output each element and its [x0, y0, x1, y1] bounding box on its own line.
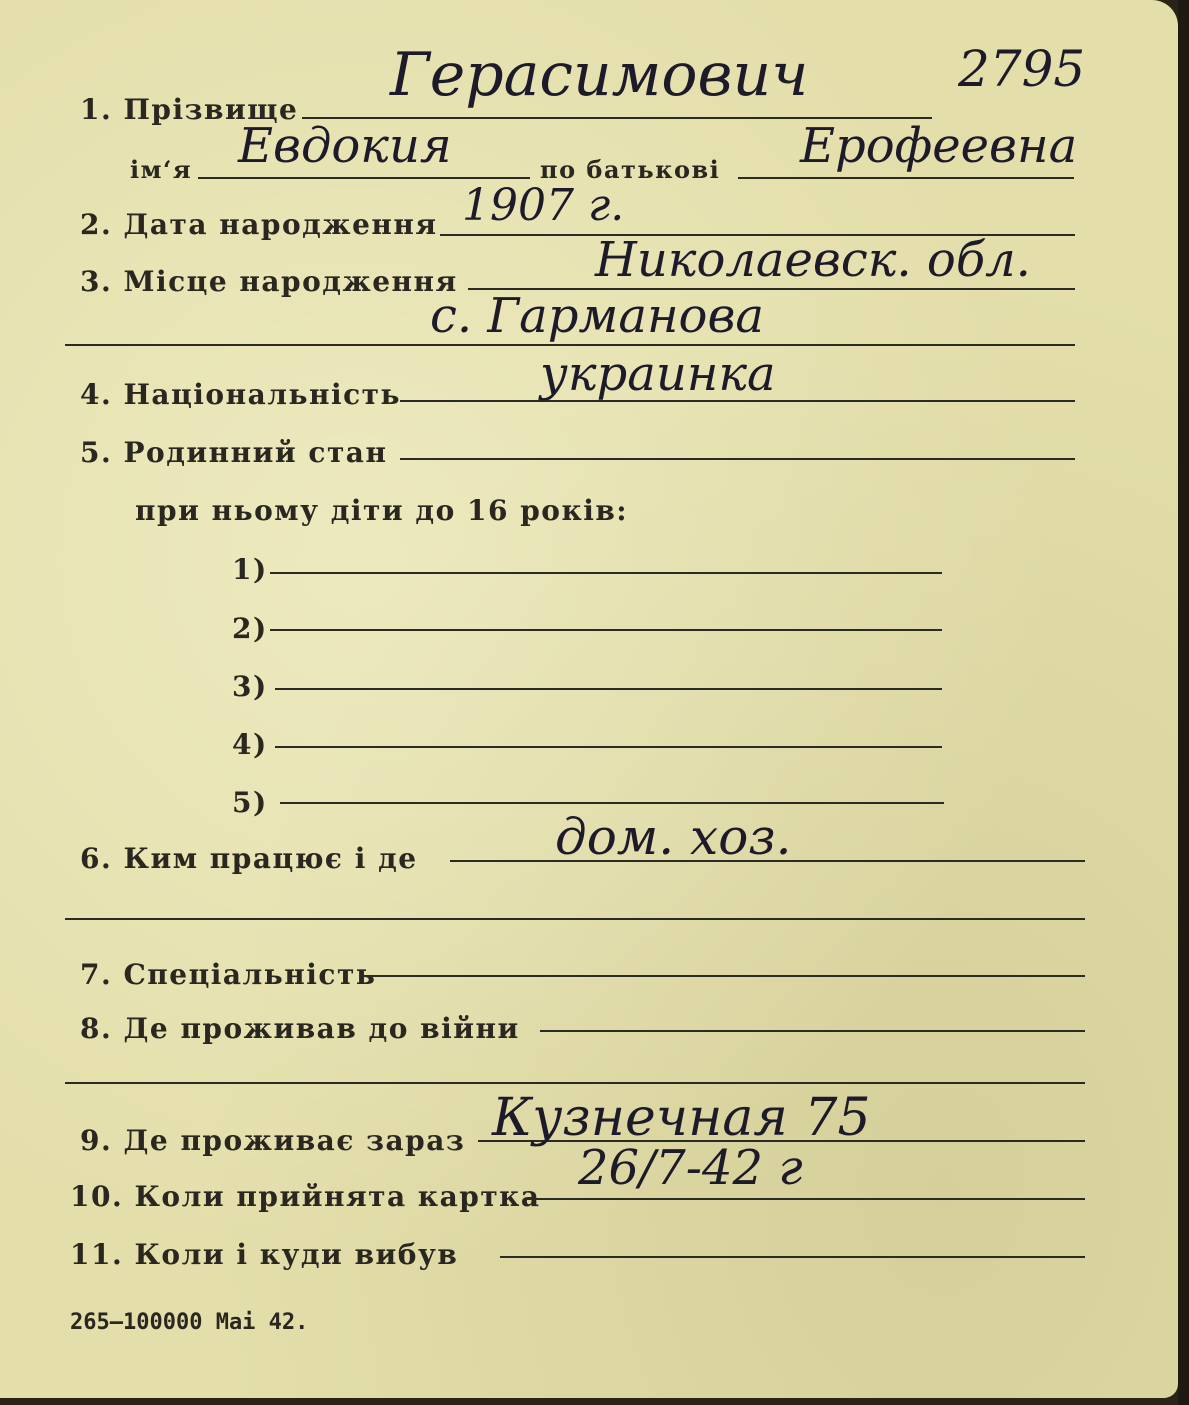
child-1-line	[270, 572, 942, 574]
print-footer: 265—100000 Mai 42.	[70, 1310, 309, 1335]
handwritten-first-name: Евдокия	[238, 118, 452, 174]
child-5-label: 5)	[232, 786, 268, 819]
child-4-label: 4)	[232, 728, 268, 761]
field-current-residence-label: 9. Де проживає зараз	[80, 1124, 466, 1157]
field-children-label: при ньому діти до 16 років:	[135, 494, 629, 527]
field-patronymic-label: по батькові	[540, 155, 721, 184]
patronymic-line	[738, 177, 1074, 179]
field-prewar-residence-label: 8. Де проживав до війни	[80, 1012, 520, 1045]
field-marital-status-label: 5. Родинний стан	[80, 436, 388, 469]
field-work-label: 6. Ким працює і де	[80, 842, 418, 875]
field-card-date-label: 10. Коли прийнята картка	[70, 1180, 541, 1213]
handwritten-patronymic: Ерофеевна	[800, 118, 1078, 174]
child-2-line	[270, 629, 942, 631]
handwritten-card-date: 26/7-42 г	[578, 1140, 803, 1196]
handwritten-birthplace-line1: Николаевск. обл.	[595, 232, 1031, 288]
field-nationality-label: 4. Національність	[80, 378, 401, 411]
field-birthplace-label: 3. Місце народження	[80, 265, 458, 298]
departure-line	[500, 1256, 1085, 1258]
handwritten-card-number: 2795	[958, 40, 1086, 98]
child-5-line	[280, 802, 944, 804]
first-name-line	[198, 177, 530, 179]
field-departure-label: 11. Коли і куди вибув	[70, 1238, 459, 1271]
child-3-line	[275, 688, 942, 690]
handwritten-birth-date: 1907 г.	[462, 180, 625, 231]
field-first-name-label: ім‘я	[130, 155, 193, 184]
handwritten-current-address: Кузнечная 75	[492, 1088, 871, 1148]
child-4-line	[275, 746, 942, 748]
field-birth-date-label: 2. Дата народження	[80, 208, 438, 241]
handwritten-birthplace-line2: с. Гарманова	[430, 288, 765, 344]
specialty-line	[360, 975, 1085, 977]
marital-status-line	[400, 458, 1075, 460]
prewar-residence-line	[540, 1030, 1085, 1032]
field-surname-label: 1. Прізвище	[80, 93, 299, 126]
handwritten-work: дом. хоз.	[555, 808, 792, 866]
field-specialty-label: 7. Спеціальність	[80, 958, 377, 991]
background-edge	[1178, 0, 1189, 1405]
handwritten-surname: Герасимович	[390, 40, 809, 110]
child-1-label: 1)	[232, 553, 268, 586]
prewar-residence-line-2	[65, 1082, 1085, 1084]
handwritten-nationality: украинка	[540, 346, 776, 402]
work-line-2	[65, 918, 1085, 920]
child-2-label: 2)	[232, 612, 268, 645]
child-3-label: 3)	[232, 670, 268, 703]
card-date-line	[525, 1198, 1085, 1200]
